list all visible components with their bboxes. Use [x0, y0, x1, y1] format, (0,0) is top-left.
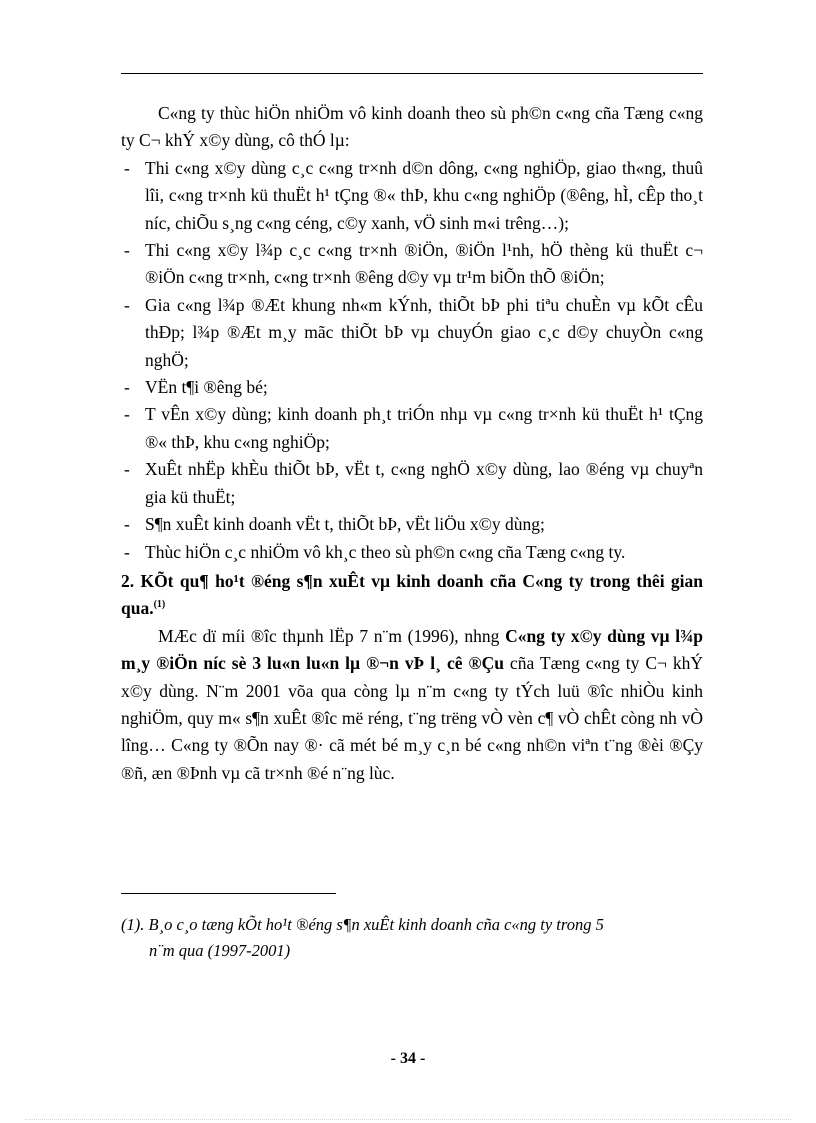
page-bottom-border: [25, 1119, 791, 1120]
business-lines-list: [121, 155, 703, 566]
list-item-text: XuÊt nhËp khÈu thiÕt bÞ, vËt t, c«ng nghÖ x©y dùng, lao ®éng vµ chuyªn gia kü thuËt;: [145, 459, 703, 507]
footnote-continuation: n¨m qua (1997-2001): [149, 941, 291, 960]
section-heading: [121, 566, 703, 623]
list-item: [121, 401, 703, 456]
list-item: [121, 539, 703, 566]
bullet-dash: -: [124, 541, 130, 562]
list-item-text: Thùc hiÖn c¸c nhiÖm vô kh¸c theo sù ph©n c«ng cña Tæng c«ng ty.: [145, 541, 626, 562]
list-item: [121, 456, 703, 511]
footnote-text: (1). B¸o c¸o tæng kÕt ho¹t ®éng s¶n xuÊt kinh doanh cña c«ng ty trong 5: [121, 915, 604, 934]
section-heading-text: 2. KÕt qu¶ ho¹t ®éng s¶n xuÊt vµ kinh doanh cña C«ng ty trong thêi gian qua.: [121, 570, 703, 619]
intro-paragraph: C«ng ty thùc hiÖn nhiÖm vô kinh doanh theo sù ph©n c«ng cña Tæng c«ng ty C¬ khÝ x©y dùng, cô thÓ lµ:: [121, 103, 703, 151]
results-paragraph-end: cña Tæng c«ng ty C¬ khÝ x©y dùng. N¨m 2001 võa qua còng lµ n¨m c«ng ty tÝch luü ®îc nhiÒu kinh nghiÖm, quy m« s¶n xuÊt ®îc më réng, t¨ng trëng vÒ vèn c¶ vÒ chÊt còng nh vÒ lîng… C«ng ty ®Õn nay ®· cã mét bé m¸y c¸n bé c«ng nh©n viªn t¨ng ®èi ®Çy ®ñ, æn ®Þnh vµ cã tr×nh ®é n¨ng lùc.: [121, 653, 703, 783]
list-item-text: Thi c«ng x©y l¾p c¸c c«ng tr×nh ®iÖn, ®iÖn l¹nh, hÖ thèng kü thuËt c¬ ®iÖn c«ng tr×nh, c«ng tr×nh ®êng d©y vµ tr¹m biÕn thÕ ®iÖn;: [145, 240, 703, 288]
list-item-text: VËn t¶i ®êng bé;: [145, 377, 268, 398]
list-item: [121, 237, 703, 292]
list-item-text: Thi c«ng x©y dùng c¸c c«ng tr×nh d©n dông, c«ng nghiÖp, giao th«ng, thuû lîi, c«ng tr×nh kü thuËt h¹ tÇng ®« thÞ, khu c«ng nghiÖp (®êng, hÌ, cÊp tho¸t níc, chiÕu s¸ng c«ng céng, c©y xanh, vÖ sinh m«i trêng…);: [145, 157, 703, 233]
header-rule: [121, 73, 703, 74]
bullet-dash: -: [124, 459, 130, 480]
list-item-text: S¶n xuÊt kinh doanh vËt t, thiÕt bÞ, vËt liÖu x©y dùng;: [145, 514, 545, 535]
list-item: [121, 155, 703, 237]
bullet-dash: -: [124, 514, 130, 535]
footnote: [121, 912, 703, 964]
bullet-dash: -: [124, 157, 130, 178]
bullet-dash: -: [124, 294, 130, 315]
bullet-dash: -: [124, 404, 130, 425]
bullet-dash: -: [124, 240, 130, 261]
page-body: [121, 100, 703, 787]
results-paragraph-start: MÆc dï míi ®îc thµnh lËp 7 n¨m (1996), nhng: [158, 625, 506, 646]
results-paragraph: [121, 623, 703, 787]
list-item: [121, 292, 703, 374]
list-item: [121, 374, 703, 401]
list-item-text: Gia c«ng l¾p ®Æt khung nh«m kÝnh, thiÕt bÞ phi tiªu chuÈn vµ kÕt cÊu thÐp; l¾p ®Æt m¸y mãc thiÕt bÞ vµ chuyÓn giao c¸c d©y chuyÒn c«ng nghÖ;: [145, 294, 703, 370]
footnote-separator: [121, 893, 336, 894]
list-item-text: T vÊn x©y dùng; kinh doanh ph¸t triÓn nhµ vµ c«ng tr×nh kü thuËt h¹ tÇng ®« thÞ, khu c«ng nghiÖp;: [145, 404, 703, 452]
results-paragraph-bold: C«ng ty x©y dùng vµ l¾p m¸y ®iÖn níc sè 3 lu«n lu«n lµ ®¬n vÞ l¸ cê ®Çu: [121, 625, 703, 674]
page-number: - 34 -: [390, 1050, 426, 1067]
list-item: [121, 511, 703, 538]
footnote-reference[interactable]: (1): [153, 599, 166, 611]
bullet-dash: -: [124, 377, 130, 398]
